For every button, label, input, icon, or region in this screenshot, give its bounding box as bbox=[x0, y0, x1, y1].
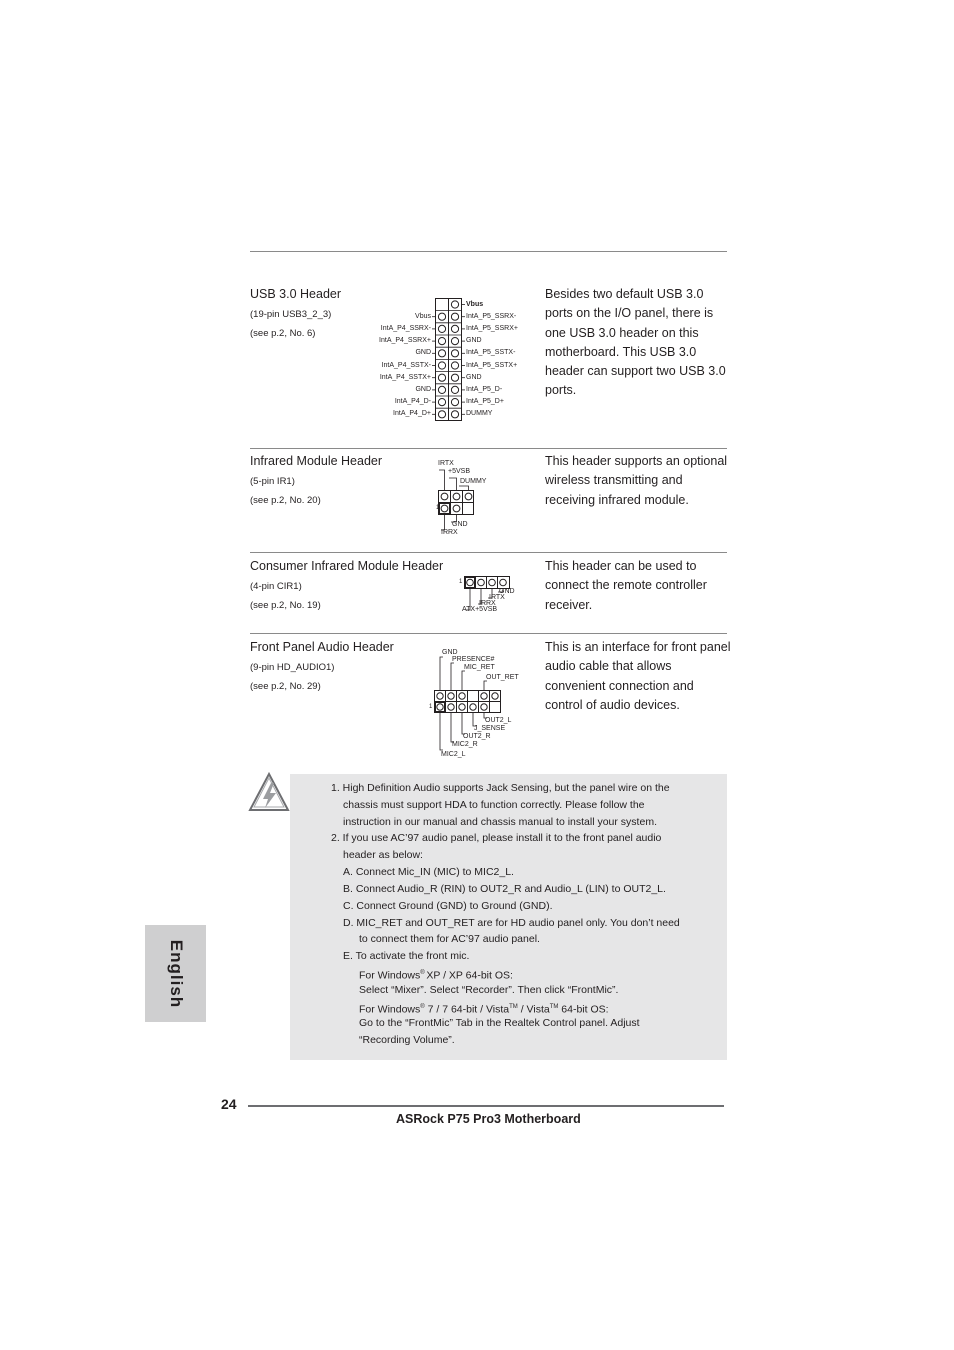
footer-product-name: ASRock P75 Pro3 Motherboard bbox=[396, 1112, 581, 1126]
ir-pin-label: IRTX bbox=[438, 460, 454, 467]
ir-pin-label: GND bbox=[452, 521, 468, 528]
ir-pin-one-marker: 1 bbox=[436, 505, 440, 511]
usb-header-title: USB 3.0 Header bbox=[250, 287, 342, 301]
usb-pin-label-left: IntA_P4_SSRX- bbox=[380, 324, 431, 332]
usb-pin bbox=[451, 350, 458, 357]
audio-header-page-ref: (see p.2, No. 29) bbox=[250, 681, 321, 692]
section-divider-3 bbox=[250, 633, 727, 634]
cir-header-page-ref: (see p.2, No. 19) bbox=[250, 600, 321, 611]
note-line: to connect them for AC’97 audio panel. bbox=[359, 933, 540, 945]
audio-pin-label: MIC_RET bbox=[464, 664, 495, 671]
audio-pin-label: MIC2_L bbox=[441, 751, 466, 758]
ir-header-title: Infrared Module Header bbox=[250, 454, 383, 468]
usb-pin bbox=[438, 374, 445, 381]
usb-pin-label-right: GND bbox=[466, 373, 482, 381]
note-line: E. To activate the front mic. bbox=[343, 950, 470, 962]
usb-pin bbox=[438, 411, 445, 418]
note-line: For Windows® 7 / 7 64-bit / Vista™ / Vista™ 64-bit OS: bbox=[359, 1003, 609, 1016]
section-divider-1 bbox=[250, 448, 727, 449]
usb-pin-label-right: IntA_P5_SSRX+ bbox=[466, 324, 518, 332]
usb-pin bbox=[451, 301, 458, 308]
usb-pin-label-right: IntA_P5_SSTX+ bbox=[466, 361, 518, 369]
audio-pin-label: OUT2_L bbox=[485, 717, 512, 724]
usb-pin-label-left: IntA_P4_SSTX+ bbox=[379, 373, 431, 381]
cir-header-pin-count: (4-pin CIR1) bbox=[250, 581, 302, 592]
usb-pin bbox=[451, 313, 458, 320]
usb-pin bbox=[451, 325, 458, 332]
usb-pin-label-right: DUMMY bbox=[466, 410, 493, 418]
note-line: chassis must support HDA to function correctly. Please follow the bbox=[343, 799, 645, 811]
usb-pin-label-right: IntA_P5_SSTX- bbox=[466, 349, 516, 357]
footer-divider bbox=[248, 1105, 724, 1107]
ir-pin-label: DUMMY bbox=[460, 478, 487, 485]
note-line: header as below: bbox=[343, 849, 423, 861]
usb-pin-label-left: IntA_P4_SSRX+ bbox=[379, 337, 431, 345]
usb-pin-label-right: GND bbox=[466, 337, 482, 345]
top-divider bbox=[250, 251, 727, 252]
usb-pin bbox=[438, 325, 445, 332]
audio-pin-label: OUT2_R bbox=[463, 733, 491, 740]
usb-pin bbox=[451, 374, 458, 381]
note-line: 1. High Definition Audio supports Jack Sensing, but the panel wire on the bbox=[331, 782, 670, 794]
usb-pin bbox=[438, 399, 445, 406]
usb-pin bbox=[451, 362, 458, 369]
cir-pin-one-marker: 1 bbox=[459, 579, 463, 585]
language-tab bbox=[145, 925, 206, 1022]
ir-header-description: This header supports an optional wireless transmitting and receiving infrared module. bbox=[545, 454, 728, 507]
cir-pin-label: IRTX bbox=[489, 594, 505, 601]
usb-pin bbox=[451, 386, 458, 393]
ir-pin-label: IRRX bbox=[441, 529, 458, 536]
note-line: C. Connect Ground (GND) to Ground (GND). bbox=[343, 900, 553, 912]
usb-header-pin-count: (19-pin USB3_2_3) bbox=[250, 309, 332, 320]
audio-pin-label: OUT_RET bbox=[486, 674, 519, 681]
audio-header-title: Front Panel Audio Header bbox=[250, 640, 394, 654]
usb-pin-label-left: IntA_P4_SSTX- bbox=[381, 361, 431, 369]
ir-pin-label: +5VSB bbox=[448, 468, 470, 475]
ir-header-page-ref: (see p.2, No. 20) bbox=[250, 495, 321, 506]
audio-pin-label: MIC2_R bbox=[452, 741, 478, 748]
usb-pin bbox=[451, 338, 458, 345]
audio-pin-label: PRESENCE# bbox=[452, 656, 495, 663]
usb-pin-label-left: IntA_P4_D+ bbox=[393, 410, 431, 418]
usb-header-description: Besides two default USB 3.0 ports on the I/O panel, there is one USB 3.0 header on this motherboard. This USB 3.0 header can support two USB 3.0 ports. bbox=[545, 287, 726, 398]
audio-header-description: This is an interface for front panel audio cable that allows convenient connection and control of audio devices. bbox=[545, 640, 731, 712]
note-box bbox=[290, 774, 727, 1060]
cir-pin-label: ATX+5VSB bbox=[462, 606, 498, 613]
usb-pin bbox=[451, 411, 458, 418]
usb-pin-label-right: Vbus bbox=[466, 300, 484, 308]
note-line: 2. If you use AC’97 audio panel, please install it to the front panel audio bbox=[331, 832, 662, 844]
usb-pin-label-left: GND bbox=[415, 349, 431, 357]
usb-pin bbox=[438, 338, 445, 345]
usb-pin bbox=[438, 386, 445, 393]
cir-pin-label: IRRX bbox=[479, 600, 496, 607]
cir-header-title: Consumer Infrared Module Header bbox=[250, 559, 444, 573]
note-line: “Recording Volume”. bbox=[359, 1034, 455, 1046]
note-line: B. Connect Audio_R (RIN) to OUT2_R and Audio_L (LIN) to OUT2_L. bbox=[343, 883, 666, 895]
language-tab-label: English bbox=[166, 939, 186, 1008]
usb-pin-label-left: GND bbox=[415, 385, 431, 393]
usb-pin bbox=[438, 350, 445, 357]
page-number: 24 bbox=[221, 1096, 237, 1112]
audio-pin-label: GND bbox=[442, 649, 458, 656]
usb-pin-label-right: IntA_P5_D+ bbox=[466, 398, 504, 406]
usb-pin bbox=[438, 313, 445, 320]
usb-pin-label-right: IntA_P5_D- bbox=[466, 385, 503, 393]
note-line: Select “Mixer”. Select “Recorder”. Then click “FrontMic”. bbox=[359, 984, 619, 996]
note-line: A. Connect Mic_IN (MIC) to MIC2_L. bbox=[343, 866, 514, 878]
warning-icon bbox=[249, 772, 293, 814]
note-line: D. MIC_RET and OUT_RET are for HD audio panel only. You don’t need bbox=[343, 917, 680, 929]
usb-pin-label-right: IntA_P5_SSRX- bbox=[466, 312, 517, 320]
usb-header-page-ref: (see p.2, No. 6) bbox=[250, 328, 316, 339]
audio-header-pin-count: (9-pin HD_AUDIO1) bbox=[250, 662, 335, 673]
note-line: instruction in our manual and chassis manual to install your system. bbox=[343, 816, 657, 828]
usb-pin bbox=[438, 362, 445, 369]
cir-header-description: This header can be used to connect the remote controller receiver. bbox=[545, 559, 707, 612]
audio-pin-label: J_SENSE bbox=[474, 725, 506, 732]
audio-pin-one-marker: 1 bbox=[429, 704, 433, 710]
note-line: Go to the “FrontMic” Tab in the Realtek Control panel. Adjust bbox=[359, 1017, 640, 1029]
note-line: For Windows® XP / XP 64-bit OS: bbox=[359, 969, 513, 982]
section-divider-2 bbox=[250, 552, 727, 553]
usb-pin-label-left: IntA_P4_D- bbox=[394, 398, 431, 406]
ir-header-pin-count: (5-pin IR1) bbox=[250, 476, 295, 487]
cir-pin-label: GND bbox=[499, 588, 515, 595]
usb-pin-label-left: Vbus bbox=[415, 312, 431, 320]
usb-pin bbox=[451, 399, 458, 406]
